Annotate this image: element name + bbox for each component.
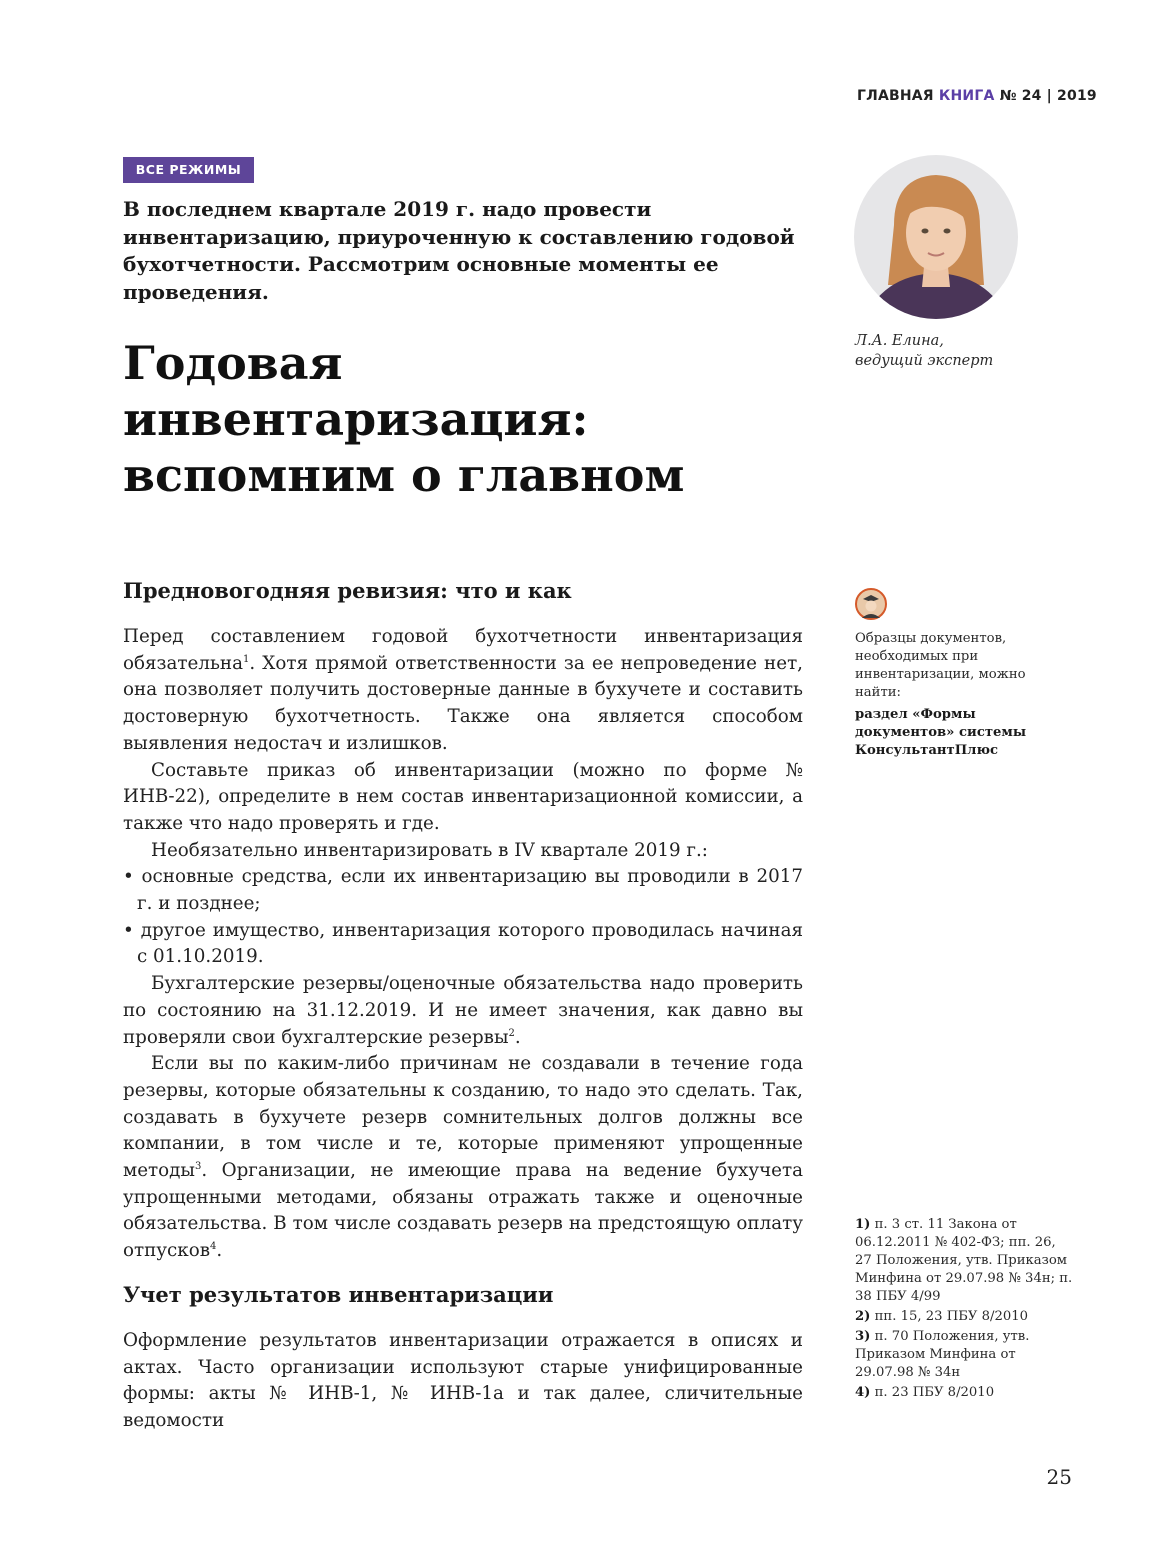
author-photo (854, 155, 1018, 319)
section-heading-2: Учет результатов инвентаризации (123, 1282, 554, 1307)
list-item: • другое имущество, инвентаризация которого проводилась начиная с 01.10.2019. (123, 919, 803, 968)
title-line-1: Годовая (123, 336, 343, 390)
paragraph: Оформление результатов инвентаризации отражается в описях и актах. Часто организации используют старые унифицированные формы: акты № ИНВ-1, № ИНВ-1а и так далее, сличительные ведомости (123, 1330, 803, 1432)
side-note-link: раздел «Формы документов» системы КонсультантПлюс (855, 707, 1027, 758)
page-number: 25 (1046, 1465, 1072, 1489)
footnotes (855, 1216, 1075, 1404)
header-title-part2: КНИГА (938, 88, 995, 104)
title-line-3: вспомним о главном (123, 448, 685, 502)
title-line-2: инвентаризация: (123, 392, 589, 446)
footnote: 4) п. 23 ПБУ 8/2010 (855, 1385, 995, 1400)
paragraph: Перед составлением годовой бухотчетности инвентаризация обязательна$^1$. Хотя прямой ответственности за ее непроведение нет, она позволяет получить достоверные данные в бухучете и составить достоверную бухотчетность. Также она является способом выявления недостач и излишков. (123, 626, 803, 754)
consultant-icon (855, 588, 887, 620)
paragraph: Составьте приказ об инвентаризации (можно по форме № ИНВ-22), определите в нем состав инвентаризационной комиссии, а также что надо проверять и где. (123, 759, 803, 834)
side-note (855, 630, 1075, 760)
lead-paragraph: В последнем квартале 2019 г. надо провести инвентаризацию, приуроченную к составлению годовой бухотчетности. Рассмотрим основные моменты ее проведения. (123, 197, 795, 304)
magazine-header (857, 88, 1097, 104)
header-title-part1: ГЛАВНАЯ (857, 88, 934, 104)
section-heading-1: Предновогодняя ревизия: что и как (123, 578, 572, 603)
category-tag: ВСЕ РЕЖИМЫ (123, 157, 254, 183)
author-caption (855, 331, 993, 371)
paragraph: Если вы по каким-либо причинам не создавали в течение года резервы, которые обязательны к созданию, то надо это сделать. Так, создавать в бухучете резерв сомнительных долгов должны все компании, в том числе и те, которые применяют упрощенные методы$^3$. Организации, не имеющие права на ведение бухучета упрощенными методами, обязаны отражать также и оценочные обязательства. В том числе создавать резерв на предстоящую оплату отпусков$^4$. (123, 1053, 803, 1262)
article-title (123, 335, 823, 503)
author-role: ведущий эксперт (855, 353, 994, 369)
footnote: 1) п. 3 ст. 11 Закона от 06.12.2011 № 402-ФЗ; пп. 26, 27 Положения, утв. Приказом Минфина от 29.07.98 № 34н; п. 38 ПБУ 4/99 (855, 1217, 1073, 1304)
author-name: Л.А. Елина, (855, 333, 944, 349)
paragraph: Бухгалтерские резервы/оценочные обязательства надо проверить по состоянию на 31.12.2019. И не имеет значения, как давно вы проверяли свои бухгалтерские резервы$^2$. (123, 973, 803, 1048)
paragraph: Необязательно инвентаризировать в IV квартале 2019 г.: (151, 839, 708, 861)
section-body-2 (123, 1328, 803, 1435)
header-issue: № 24 | 2019 (999, 88, 1097, 104)
side-note-text: Образцы документов, необходимых при инвентаризации, можно найти: (855, 631, 1026, 700)
footnote: 2) пп. 15, 23 ПБУ 8/2010 (855, 1309, 1029, 1324)
footnote: 3) п. 70 Положения, утв. Приказом Минфина от 29.07.98 № 34н (855, 1329, 1030, 1380)
section-body-1 (123, 624, 803, 1265)
list-item: • основные средства, если их инвентаризацию вы проводили в 2017 г. и позднее; (123, 866, 803, 915)
